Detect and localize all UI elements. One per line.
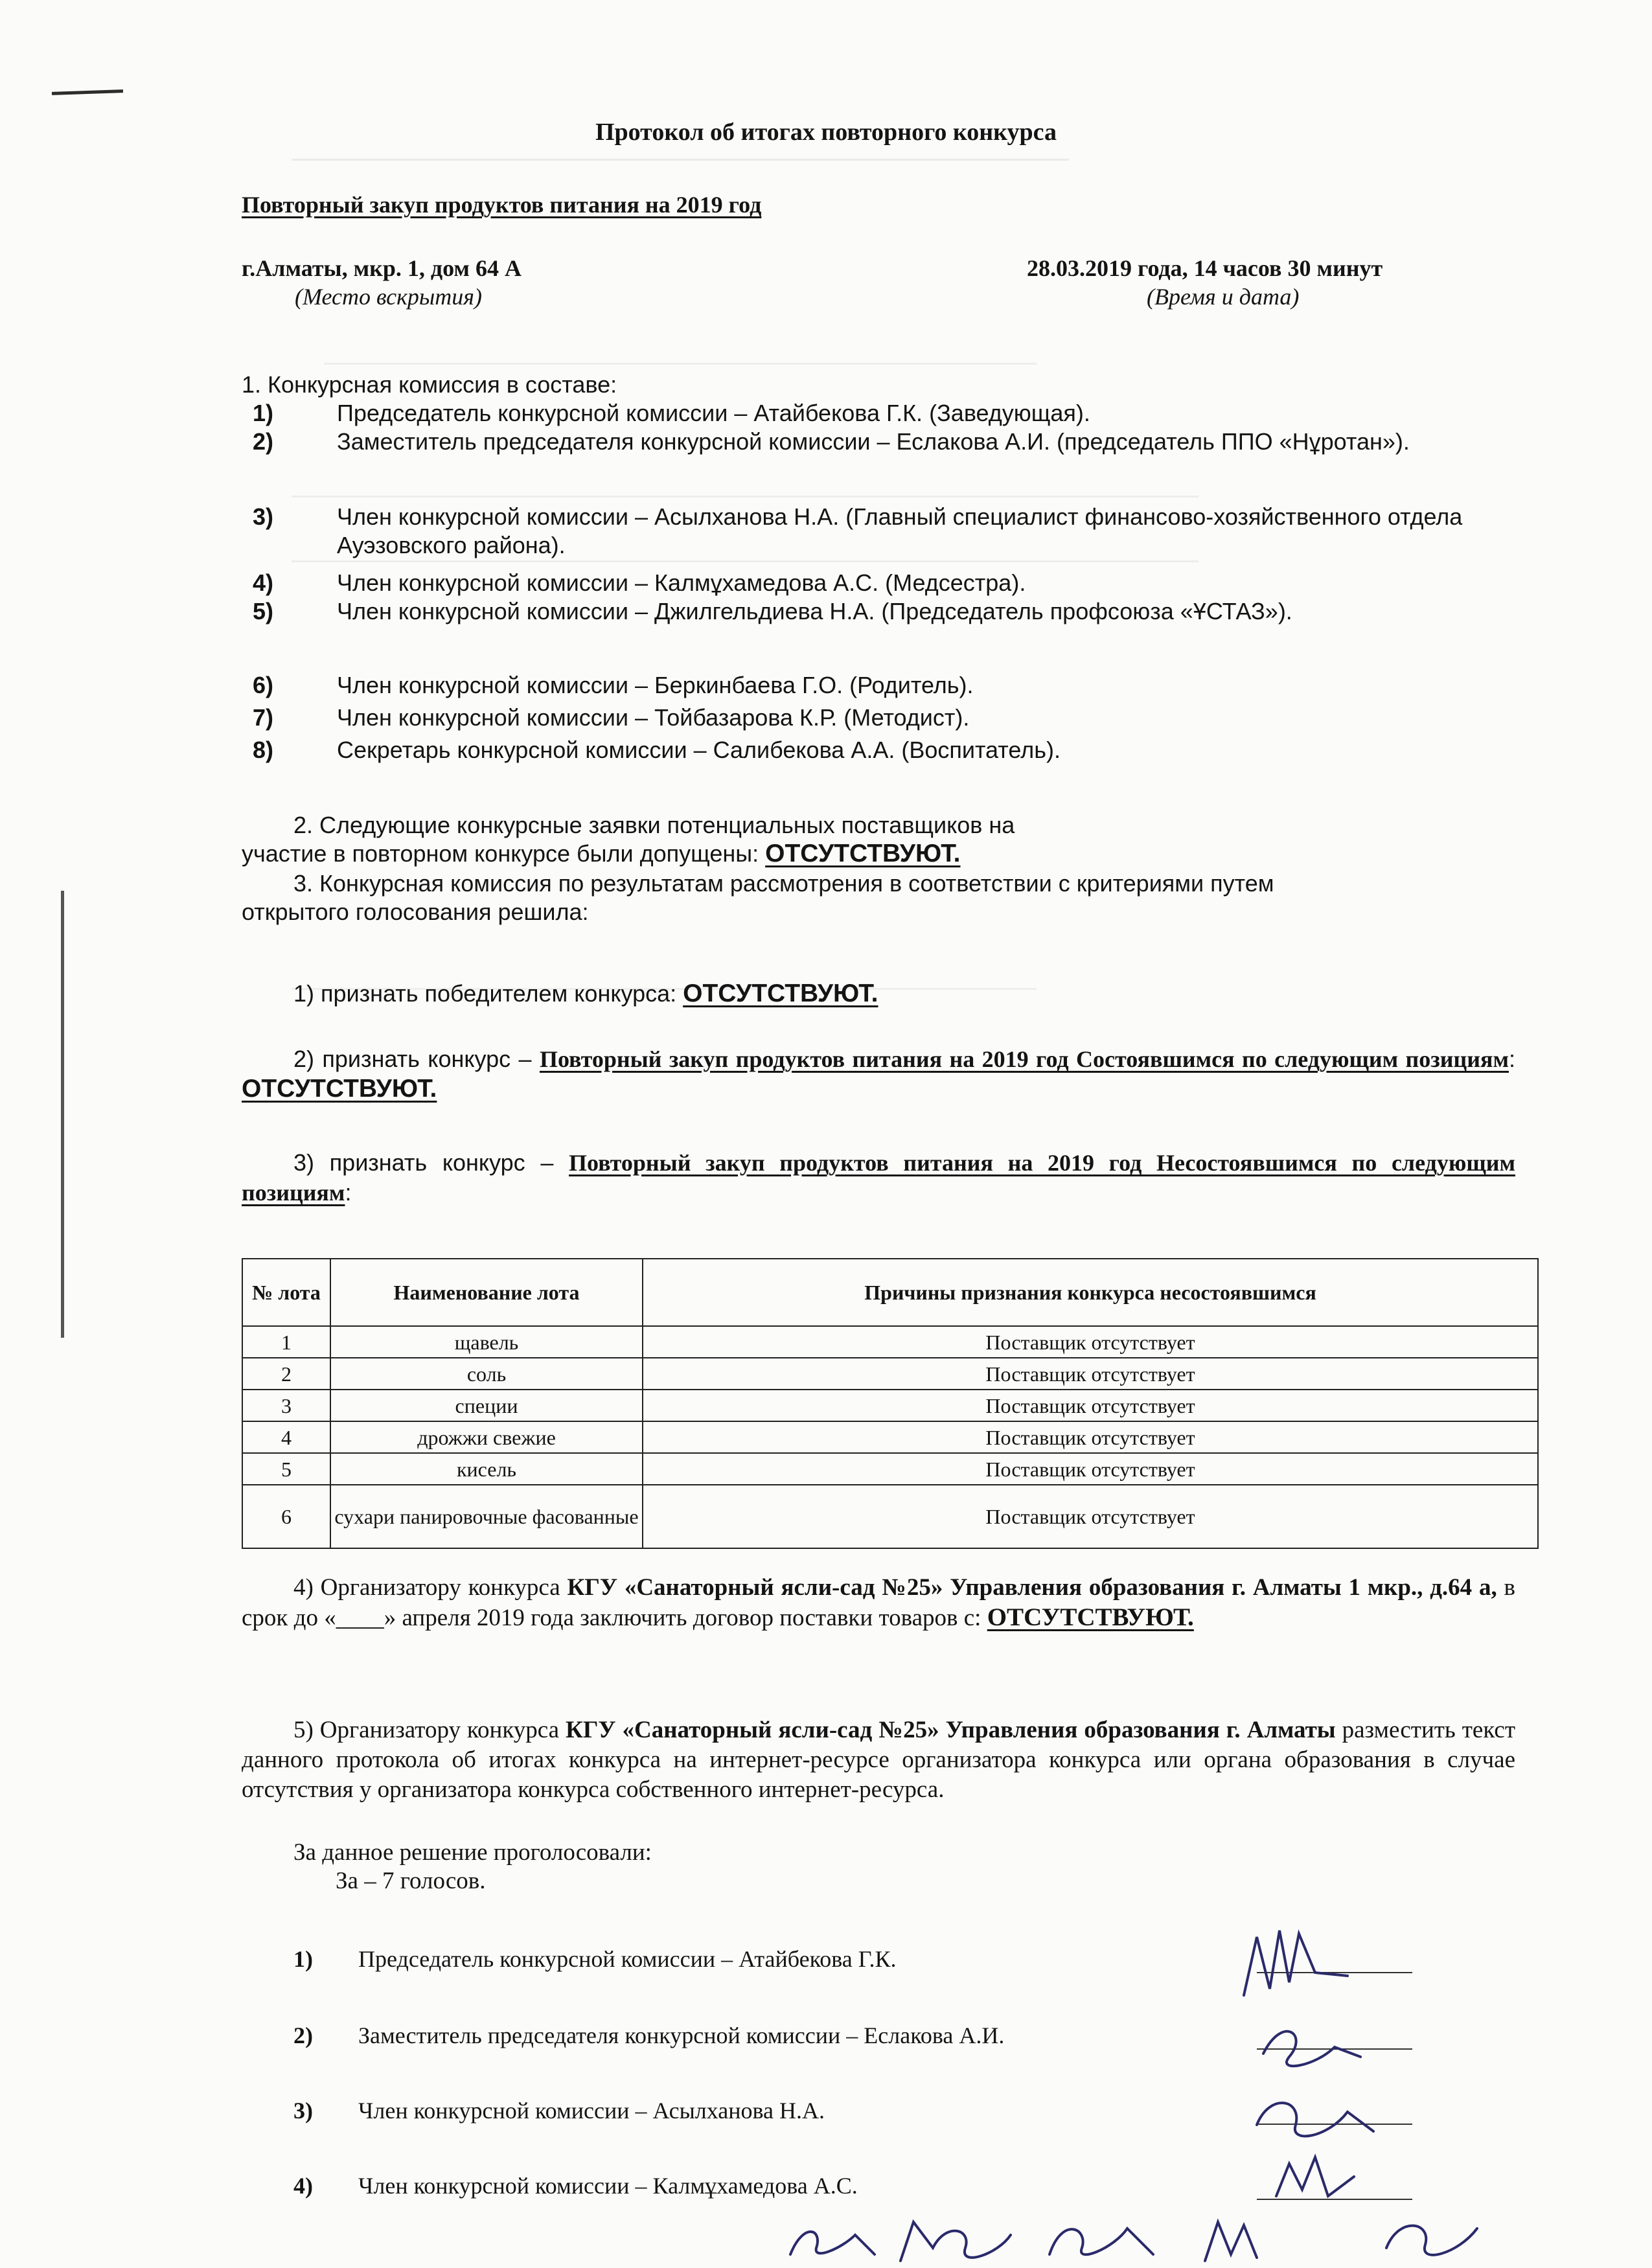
cell-lot-name: сухари панировочные фасованные (330, 1485, 643, 1548)
col-header-reason: Причины признания конкурса несостоявшимся (643, 1259, 1538, 1326)
section3-item1 (293, 979, 878, 1008)
section3-line1: 3. Конкурсная комиссия по результатам рассмотрения в соответствии с критериями путем (293, 870, 1274, 897)
cell-lot-number: 4 (242, 1421, 330, 1453)
table-row (242, 1390, 1538, 1421)
voting-count: За – 7 голосов. (336, 1868, 486, 1894)
col-header-lot-name: Наименование лота (330, 1259, 643, 1326)
signer-text: Член конкурсной комиссии – Калмұхамедова А.С. (358, 2173, 858, 2199)
section5-prefix: 5) Организатору конкурса (293, 1717, 566, 1743)
section4-value: ОТСУТСТВУЮТ. (987, 1603, 1194, 1631)
voting-heading: За данное решение проголосовали: (293, 1839, 652, 1866)
document-subject: Повторный закуп продуктов питания на 2019 год (242, 192, 762, 218)
section4 (242, 1573, 1515, 1633)
member-number: 6) (253, 672, 274, 698)
cell-lot-name: соль (330, 1358, 643, 1390)
section5-org: КГУ «Санаторный ясли-сад №25» Управления образования г. Алматы (566, 1717, 1336, 1743)
datetime: 28.03.2019 года, 14 часов 30 минут (1027, 255, 1383, 281)
cell-lot-number: 2 (242, 1358, 330, 1390)
item2-value: ОТСУТСТВУЮТ. (242, 1075, 437, 1103)
lots-table (242, 1258, 1539, 1549)
item2-bold: Повторный закуп продуктов питания на 2019 год Состоявшимся по следующим позициям (539, 1046, 1509, 1072)
member-number: 7) (253, 704, 274, 731)
section3-item2 (242, 1044, 1515, 1104)
member-text: Председатель конкурсной комиссии – Атайбекова Г.К. (Заведующая). (337, 400, 1090, 426)
item2-colon: : (1508, 1046, 1515, 1072)
item3-text: 3) признать конкурс – (293, 1149, 569, 1176)
section4-prefix: 4) Организатору конкурса (293, 1574, 568, 1601)
signature-scribbles (1218, 1918, 1464, 2228)
member-text: Член конкурсной комиссии – Калмұхамедова А.С. (Медсестра). (337, 569, 1026, 596)
section4-org: КГУ «Санаторный ясли-сад №25» Управления образования г. Алматы 1 мкр., д.64 а, (567, 1574, 1497, 1601)
table-row (242, 1453, 1538, 1485)
item2-text: 2) признать конкурс – (293, 1046, 540, 1072)
member-text: Член конкурсной комиссии – Джилгельдиева Н.А. (Председатель профсоюза «ҰСТАЗ»). (337, 598, 1292, 624)
table-header-row (242, 1259, 1538, 1326)
member-number: 2) (253, 428, 274, 455)
member-number: 8) (253, 737, 274, 763)
datetime-caption: (Время и дата) (1147, 284, 1300, 310)
signer-text: Председатель конкурсной комиссии – Атайбекова Г.К. (358, 1946, 897, 1972)
cell-lot-name: щавель (330, 1326, 643, 1358)
member-number: 5) (253, 598, 274, 624)
cell-lot-name: специи (330, 1390, 643, 1421)
signer-text: Заместитель председателя конкурсной комиссии – Еслакова А.И. (358, 2022, 1005, 2048)
section2-line2 (242, 840, 961, 868)
member-text: Член конкурсной комиссии – Асылханова Н.А. (Главный специалист финансово-хозяйственного отдела Ауэзовского района). (337, 503, 1463, 558)
item1-text: 1) признать победителем конкурса: (293, 980, 683, 1007)
member-text: Член конкурсной комиссии – Тойбазарова К.Р. (Методист). (337, 704, 970, 731)
signer-number: 1) (293, 1946, 313, 1972)
member-text: Заместитель председателя конкурсной комиссии – Еслакова А.И. (председатель ППО «Нұротан»). (337, 428, 1410, 455)
section2-value: ОТСУТСТВУЮТ. (765, 840, 961, 867)
col-header-lot-number: № лота (242, 1259, 330, 1326)
item3-colon: : (345, 1179, 352, 1206)
member-number: 1) (253, 400, 274, 426)
cell-lot-name: кисель (330, 1453, 643, 1485)
section4-middle: в срок до «____» апреля 2019 года заключить договор поставки товаров с: (242, 1574, 1515, 1631)
cell-lot-name: дрожжи свежие (330, 1421, 643, 1453)
cell-lot-number: 3 (242, 1390, 330, 1421)
cell-reason: Поставщик отсутствует (643, 1326, 1538, 1358)
section5-rest: разместить текст данного протокола об итогах конкурса на интернет-ресурсе организатора конкурса или органа образования в случае отсутствия у организатора конкурса собственного интернет-ресурса. (242, 1717, 1515, 1803)
place-caption: (Место вскрытия) (295, 284, 483, 310)
member-number: 4) (253, 569, 274, 596)
signer-number: 4) (293, 2173, 313, 2199)
signer-text: Член конкурсной комиссии – Асылханова Н.А. (358, 2098, 825, 2124)
cell-lot-number: 6 (242, 1485, 330, 1548)
section2-line1: 2. Следующие конкурсные заявки потенциальных поставщиков на (293, 812, 1015, 838)
cell-reason: Поставщик отсутствует (643, 1358, 1538, 1390)
document-title: Протокол об итогах повторного конкурса (595, 119, 1057, 146)
bottom-signatures (777, 2209, 1503, 2268)
cell-lot-number: 1 (242, 1326, 330, 1358)
table-row (242, 1326, 1538, 1358)
commission-heading: 1. Конкурсная комиссия в составе: (242, 371, 617, 398)
section2-text: участие в повторном конкурсе были допущены: (242, 840, 766, 867)
signer-number: 2) (293, 2022, 313, 2048)
cell-reason: Поставщик отсутствует (643, 1390, 1538, 1421)
member-number: 3) (253, 503, 274, 530)
place: г.Алматы, мкр. 1, дом 64 А (242, 255, 522, 281)
member-text: Секретарь конкурсной комиссии – Салибекова А.А. (Воспитатель). (337, 737, 1061, 763)
section5 (242, 1715, 1515, 1805)
item3-bold: Повторный закуп продуктов питания на 2019 год Несостоявшимся по следующим позициям (242, 1150, 1515, 1206)
cell-reason: Поставщик отсутствует (643, 1485, 1538, 1548)
cell-reason: Поставщик отсутствует (643, 1453, 1538, 1485)
cell-reason: Поставщик отсутствует (643, 1421, 1538, 1453)
signer-number: 3) (293, 2098, 313, 2124)
cell-lot-number: 5 (242, 1453, 330, 1485)
item1-value: ОТСУТСТВУЮТ. (683, 979, 878, 1007)
section3-line2: открытого голосования решила: (242, 899, 589, 925)
section3-item3 (242, 1148, 1515, 1208)
table-row (242, 1358, 1538, 1390)
table-row (242, 1485, 1538, 1548)
table-row (242, 1421, 1538, 1453)
member-text: Член конкурсной комиссии – Беркинбаева Г.О. (Родитель). (337, 672, 974, 698)
